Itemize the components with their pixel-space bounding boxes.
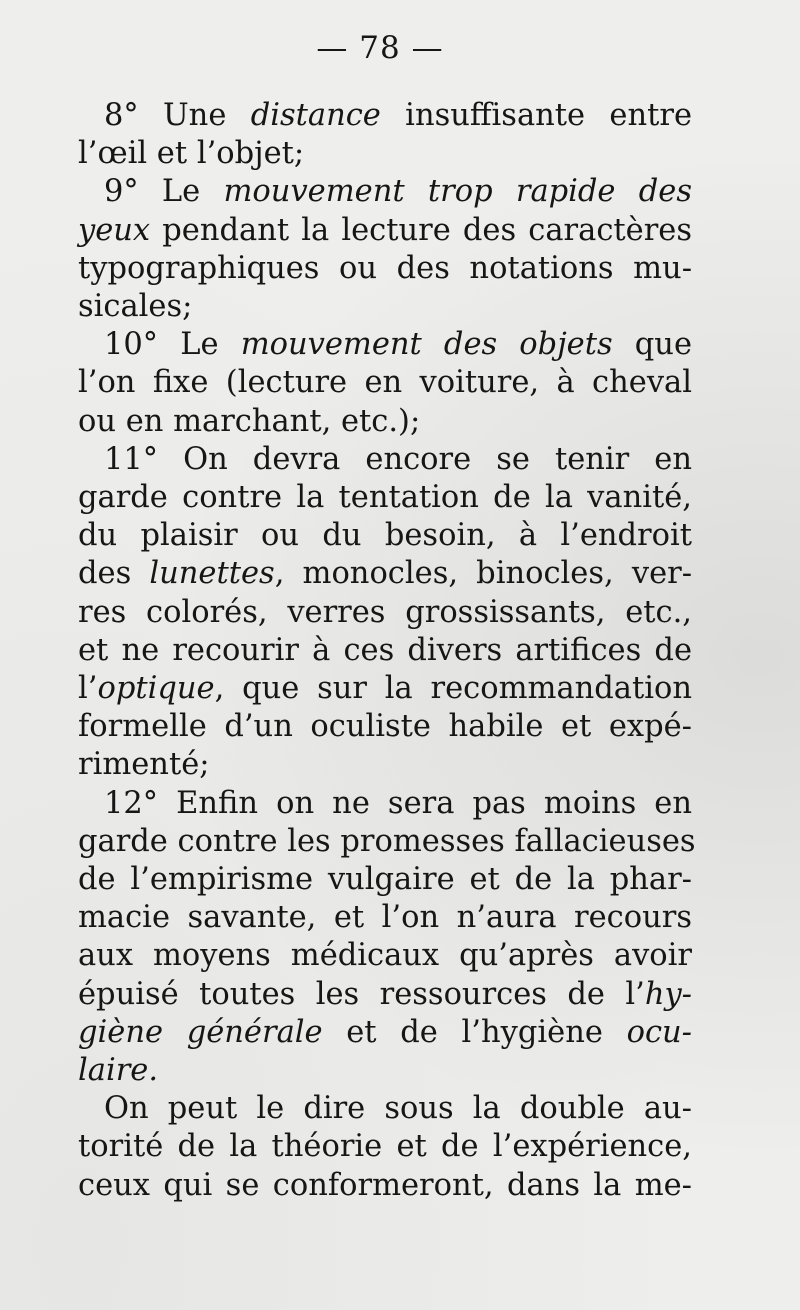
text-segment: 8° Une [104,98,251,133]
text-segment: ceux qui se conformeront, dans la me- [78,1168,692,1203]
text-line [104,325,692,365]
text-line [78,936,692,976]
text-segment: et ne recourir à ces divers artifices de [78,633,692,668]
text-line [78,631,692,671]
text-line [78,134,692,174]
text-segment: ou en marchant, etc.); [78,404,421,439]
text-segment: garde contre la tentation de la vanité, [78,480,692,515]
text-line [104,172,692,212]
text-segment: insuffisante entre [380,98,692,133]
text-segment: pendant la lecture des caractères [150,213,692,248]
text-segment: épuisé toutes les ressources de l’ [78,977,645,1012]
italic-text-segment: distance [250,98,381,133]
text-line [78,745,692,785]
italic-text-segment: ocu- [626,1015,692,1050]
text-line [78,554,692,594]
text-line [78,975,692,1015]
text-line [104,1089,692,1129]
text-line [78,593,692,633]
text-segment: 11° On devra encore se tenir en [104,442,692,477]
italic-text-segment: yeux [78,213,151,248]
text-segment: l’on fixe (lecture en voiture, à cheval [78,365,692,400]
text-line [78,249,692,289]
text-line [78,478,692,518]
text-segment: l’œil et l’objet; [78,136,305,171]
text-segment: sicales; [78,289,193,324]
text-segment: res colorés, verres grossissants, etc., [78,595,692,630]
italic-text-segment: mouvement des objets [240,327,613,362]
italic-text-segment: optique [97,671,215,706]
text-segment: garde contre les promesses fallacieuses [78,824,696,859]
text-segment: 12° Enfin on ne sera pas moins en [104,786,692,821]
text-line [78,1051,692,1091]
text-line [78,211,692,251]
italic-text-segment: laire. [78,1053,159,1088]
italic-text-segment: mouvement trop rapide des [223,174,692,209]
italic-text-segment: giène générale [78,1015,323,1050]
text-line [78,822,696,862]
text-line [78,898,692,938]
text-segment: et de l’hygiène [322,1015,627,1050]
text-line [78,860,692,900]
text-segment: formelle d’un oculiste habile et expé- [78,709,692,744]
text-line [78,1127,692,1167]
text-segment: de l’empirisme vulgaire et de la phar- [78,862,692,897]
text-line [78,1166,692,1206]
text-line [78,402,692,442]
text-line [78,669,692,709]
text-line [104,440,692,480]
text-line [78,287,692,327]
text-segment: , que sur la recommandation [214,671,692,706]
text-line [78,363,692,403]
page-number: — 78 — [316,30,444,66]
text-line [78,1013,692,1053]
text-segment: aux moyens médicaux qu’après avoir [78,938,692,973]
italic-text-segment: lunettes [149,556,275,591]
text-line [104,96,692,136]
text-line [104,784,692,824]
text-segment: rimenté; [78,747,210,782]
text-segment: du plaisir ou du besoin, à l’endroit [78,518,692,553]
text-segment: l’ [78,671,98,706]
italic-text-segment: hy- [644,977,692,1012]
text-segment: macie savante, et l’on n’aura recours [78,900,692,935]
text-segment: des [78,556,150,591]
text-segment: que [612,327,692,362]
text-segment: torité de la théorie et de l’expérience, [78,1129,692,1164]
text-segment: typographiques ou des notations mu- [78,251,692,286]
text-segment: , monocles, binocles, ver- [274,556,692,591]
text-line [78,516,692,556]
text-segment: On peut le dire sous la double au- [104,1091,692,1126]
text-line [78,707,692,747]
text-segment: 10° Le [104,327,241,362]
text-segment: 9° Le [104,174,224,209]
